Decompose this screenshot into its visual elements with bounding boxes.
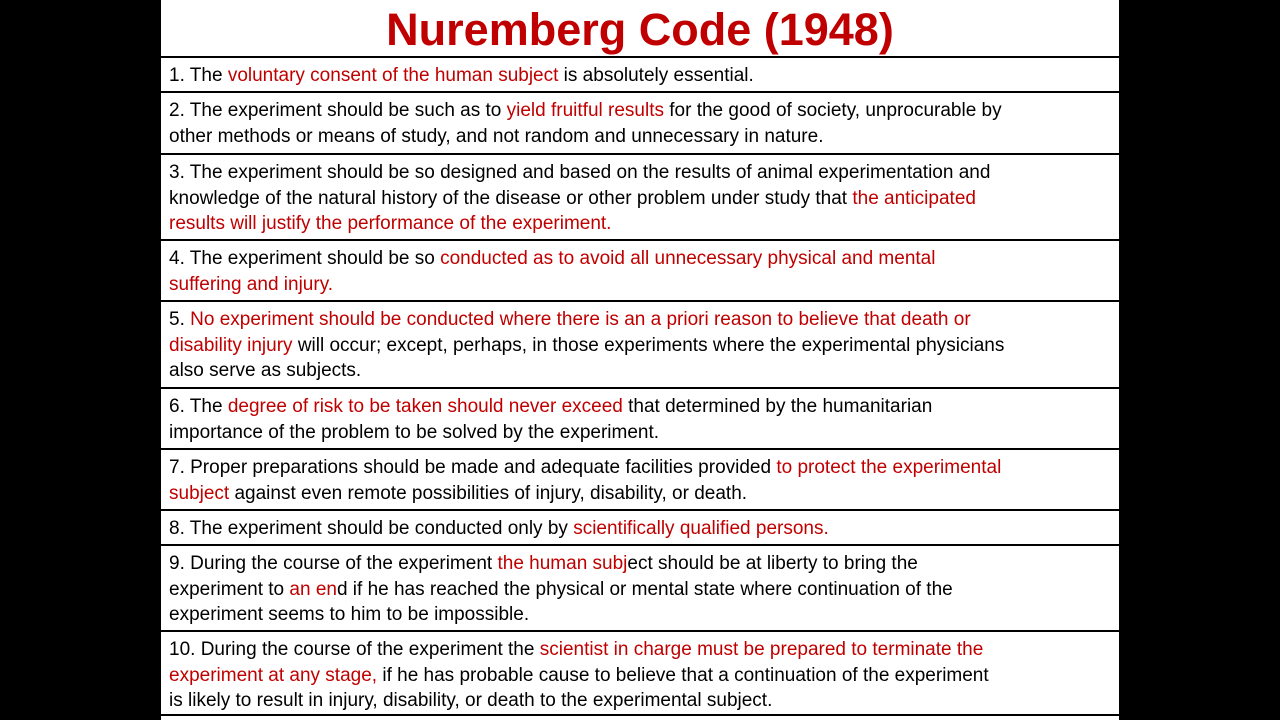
principle-text: experiment to	[169, 578, 290, 600]
principle-line	[169, 481, 1111, 507]
principle-line	[169, 272, 1111, 298]
principle-row	[161, 544, 1119, 630]
principle-line	[169, 420, 1111, 446]
highlighted-text: suffering and injury.	[169, 273, 334, 295]
highlighted-text: degree of risk to be taken should never exceed	[227, 396, 623, 417]
principle-line	[169, 333, 1111, 359]
principle-text: 1. The	[169, 65, 228, 86]
principle-text: for the good of society, unprocurable by	[663, 100, 1002, 121]
page-title: Nuremberg Code (1948)	[386, 4, 894, 55]
principle-line	[169, 186, 1111, 212]
highlighted-text: disability injury	[169, 334, 293, 356]
principle-text: d if he has reached the physical or mental state where continuation of the	[336, 578, 953, 600]
highlighted-text: an en	[289, 578, 337, 600]
principle-line	[169, 394, 1111, 420]
principle-line	[169, 551, 1111, 577]
principle-line	[169, 98, 1111, 124]
principle-line	[169, 246, 1111, 272]
principle-line	[169, 307, 1111, 333]
principle-line	[169, 211, 1111, 237]
principle-text: 9. During the course of the experiment	[169, 553, 498, 574]
principle-text: 7. Proper preparations should be made and adequate facilities provided	[169, 457, 777, 478]
principles-table	[161, 56, 1119, 716]
principle-line	[169, 663, 1111, 689]
principle-row	[161, 91, 1119, 153]
principle-text: 2. The experiment should be such as to	[169, 100, 507, 121]
principle-text: will occur; except, perhaps, in those experiments where the experimental physicians	[292, 334, 1005, 356]
highlighted-text: the anticipated	[852, 187, 976, 209]
principle-row	[161, 56, 1119, 91]
highlighted-text: the human subj	[497, 553, 628, 574]
principle-text: is likely to result in injury, disability, or death to the experimental subject.	[169, 690, 773, 711]
principle-row	[161, 239, 1119, 300]
principle-line	[169, 577, 1111, 603]
principle-line	[169, 63, 1111, 89]
principle-line	[169, 602, 1111, 628]
highlighted-text: conducted as to avoid all unnecessary physical and mental	[440, 248, 936, 269]
principle-row	[161, 630, 1119, 716]
principle-text: knowledge of the natural history of the disease or other problem under study that	[169, 187, 853, 209]
principle-text: importance of the problem to be solved by the experiment.	[169, 421, 660, 443]
principle-line	[169, 688, 1111, 714]
principle-text: is absolutely essential.	[558, 65, 754, 86]
highlighted-text: subject	[169, 482, 230, 504]
principle-line	[169, 160, 1111, 186]
principle-row	[161, 509, 1119, 544]
principle-row	[161, 448, 1119, 509]
principle-text: also serve as subjects.	[169, 360, 362, 381]
highlighted-text: scientifically qualified persons.	[573, 518, 829, 539]
highlighted-text: No experiment should be conducted where there is an a priori reason to believe that death or	[190, 309, 971, 330]
principle-row	[161, 300, 1119, 387]
principle-line	[169, 358, 1111, 384]
highlighted-text: scientist in charge must be prepared to terminate the	[539, 639, 984, 660]
principle-text: other methods or means of study, and not random and unnecessary in nature.	[169, 125, 824, 147]
highlighted-text: to protect the experimental	[776, 457, 1002, 478]
principle-text: 4. The experiment should be so	[169, 248, 441, 269]
principle-line	[169, 516, 1111, 542]
principle-text: 10. During the course of the experiment the	[169, 639, 540, 660]
principle-text: experiment seems to him to be impossible.	[169, 604, 530, 625]
principle-row	[161, 387, 1119, 448]
principle-line	[169, 455, 1111, 481]
principle-text: that determined by the humanitarian	[622, 396, 933, 417]
principle-text: 8. The experiment should be conducted only by	[169, 518, 574, 539]
principle-text: 3. The experiment should be so designed and based on the results of animal experimentation and	[169, 162, 991, 183]
slide	[161, 0, 1119, 720]
principle-row	[161, 153, 1119, 239]
highlighted-text: experiment at any stage,	[169, 664, 378, 686]
principle-line	[169, 637, 1111, 663]
principle-text: 5.	[169, 309, 191, 330]
highlighted-text: yield fruitful results	[506, 100, 664, 121]
highlighted-text: results will justify the performance of the experiment.	[169, 213, 612, 234]
principle-text: ect should be at liberty to bring the	[627, 553, 918, 574]
highlighted-text: voluntary consent of the human subject	[227, 65, 559, 86]
principle-text: against even remote possibilities of injury, disability, or death.	[229, 482, 748, 504]
principle-line	[169, 124, 1111, 150]
principle-text: if he has probable cause to believe that a continuation of the experiment	[377, 664, 989, 686]
principle-text: 6. The	[169, 396, 228, 417]
